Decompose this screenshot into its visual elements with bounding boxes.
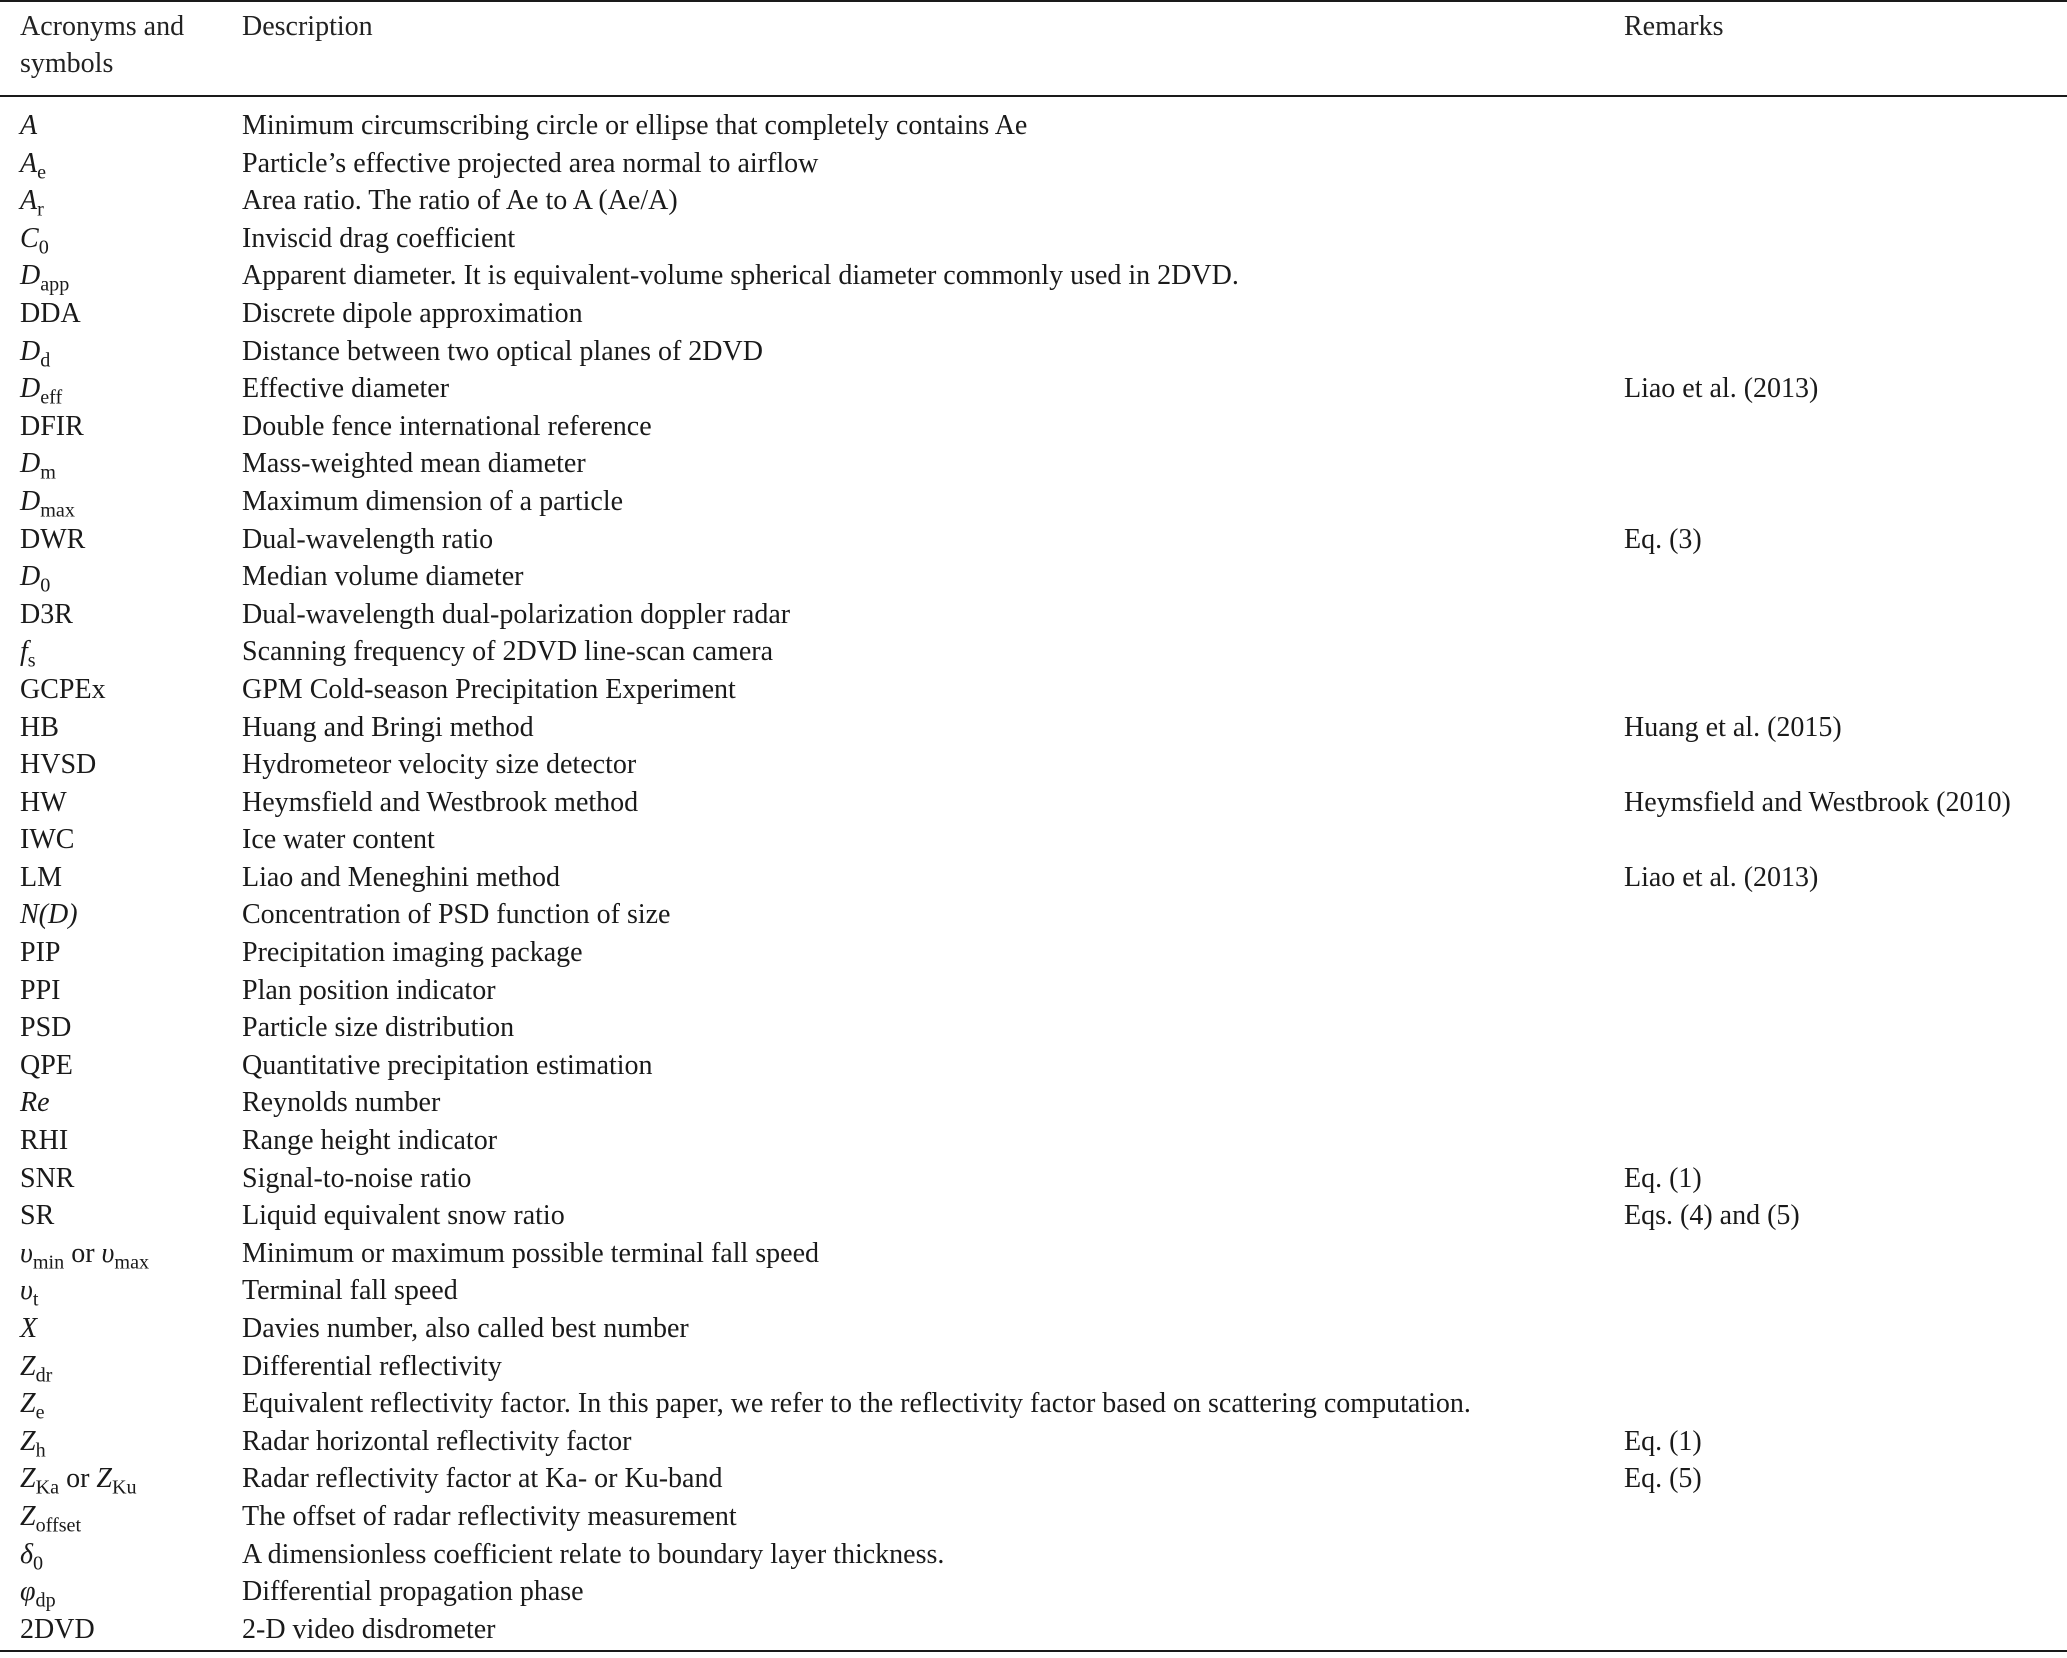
symbol-cell: $A_e$ [20,147,47,184]
description-cell: Terminal fall speed [242,1275,458,1307]
table-row [0,859,2067,897]
header-acronyms-symbols: Acronyms and symbols [20,11,185,79]
description-cell: Reynolds number [242,1087,441,1119]
symbol-cell: $Z_{Ka}$ or $Z_{Ku}$ [20,1463,137,1499]
description-cell: Range height indicator [242,1125,498,1157]
description-cell: Equivalent reflectivity factor. In this paper, we refer to the reflectivity factor based on scattering computation. [242,1388,1471,1420]
description-cell: Scanning frequency of 2DVD line-scan camera [242,636,774,668]
description-cell: Dual-wavelength ratio [242,523,494,555]
table-row [0,333,2067,371]
table-row [0,671,2067,709]
description-cell: Signal-to-noise ratio [242,1162,472,1194]
symbol-cell: D3R [20,598,73,630]
remarks-cell: Huang et al. (2015) [1624,711,1842,743]
symbol-cell: $D_d$ [20,335,51,371]
description-cell: Minimum circumscribing circle or ellipse that completely contains Ae [242,110,1028,141]
table-row [0,821,2067,859]
symbol-cell: IWC [20,824,75,856]
table-row [0,145,2067,183]
table-row [0,1084,2067,1122]
symbol-cell: 2DVD [20,1613,95,1645]
table-row [0,370,2067,408]
description-cell: Effective diameter [242,373,450,405]
description-cell: Quantitative precipitation estimation [242,1049,653,1081]
symbol-cell: SNR [20,1162,75,1194]
table-body [0,107,2067,1648]
table-row [0,1348,2067,1386]
description-cell: Radar reflectivity factor at Ka- or Ku-band [242,1463,723,1495]
description-cell: Liquid equivalent snow ratio [242,1200,565,1232]
table-bottom-rule [0,1650,2067,1652]
table-row [0,445,2067,483]
description-cell: Huang and Bringi method [242,711,534,743]
symbol-cell: GCPEx [20,673,106,705]
table-row [0,1272,2067,1310]
description-cell: The offset of radar reflectivity measurement [242,1500,737,1532]
description-cell: Differential propagation phase [242,1576,584,1608]
remarks-cell: Eq. (1) [1624,1425,1702,1457]
remarks-cell: Liao et al. (2013) [1624,373,1819,405]
description-cell: Heymsfield and Westbrook method [242,786,639,818]
table-row [0,408,2067,446]
symbol-cell: $D_m$ [20,448,56,484]
symbol-cell: $Z_{dr}$ [20,1350,53,1387]
symbol-cell: HVSD [20,749,97,781]
description-cell: Apparent diameter. It is equivalent-volume spherical diameter commonly used in 2DVD. [242,260,1239,292]
description-cell: Distance between two optical planes of 2DVD [242,335,763,367]
table-row [0,784,2067,822]
table-row [0,596,2067,634]
symbol-cell: PPI [20,974,61,1006]
table-row [0,1423,2067,1461]
symbol-cell: $D_0$ [20,561,51,597]
description-cell: Ice water content [242,824,435,856]
table-row [0,107,2067,145]
table-row [0,633,2067,671]
description-cell: Plan position indicator [242,974,496,1006]
description-cell: Double fence international reference [242,410,652,442]
description-cell: Discrete dipole approximation [242,297,583,329]
table-row [0,521,2067,559]
description-cell: GPM Cold-season Precipitation Experiment [242,673,736,705]
table-row [0,1460,2067,1498]
remarks-cell: Eq. (3) [1624,523,1702,555]
symbol-cell: N(D) [20,899,78,931]
symbol-cell: $C_0$ [20,222,49,259]
table-row [0,295,2067,333]
header-remarks: Remarks [1624,11,1724,42]
remarks-cell: Eqs. (4) and (5) [1624,1200,1800,1232]
symbol-cell: DFIR [20,410,84,442]
table-row [0,558,2067,596]
description-cell: Dual-wavelength dual-polarization doppler radar [242,598,791,630]
description-cell: Maximum dimension of a particle [242,485,624,517]
description-cell: Hydrometeor velocity size detector [242,749,637,781]
symbol-cell: $\upsilon_t$ [20,1275,39,1311]
table-row [0,1009,2067,1047]
table-row [0,934,2067,972]
symbol-cell: $Z_{offset}$ [20,1500,82,1537]
symbol-cell: $f_s$ [20,636,36,672]
description-cell: Precipitation imaging package [242,937,583,969]
symbol-cell: $Z_e$ [20,1388,45,1424]
description-cell: Mass-weighted mean diameter [242,448,586,480]
symbol-cell: LM [20,861,62,893]
table-row [0,1498,2067,1536]
symbol-cell: $Z_h$ [20,1425,46,1462]
symbol-cell: HB [20,711,59,743]
symbol-cell: HW [20,786,67,818]
table-row [0,1122,2067,1160]
description-cell: Concentration of PSD function of size [242,899,671,931]
table-row [0,220,2067,258]
table-row [0,1310,2067,1348]
table-row [0,1573,2067,1611]
description-cell: Inviscid drag coefficient [242,222,516,254]
symbol-cell: PIP [20,937,61,969]
table-row [0,182,2067,220]
table-row [0,483,2067,521]
remarks-cell: Liao et al. (2013) [1624,861,1819,893]
symbol-cell: QPE [20,1049,73,1081]
remarks-cell: Eq. (5) [1624,1463,1702,1495]
symbol-cell: $A_r$ [20,185,44,221]
description-cell: Area ratio. The ratio of Ae to A (Ae/A) [242,185,678,217]
table-row [0,1160,2067,1198]
description-cell: Particle’s effective projected area normal to airflow [242,147,819,179]
description-cell: Davies number, also called best number [242,1313,689,1344]
table-row [0,1197,2067,1235]
table-row [0,1047,2067,1085]
symbol-cell: PSD [20,1012,72,1044]
symbol-cell: $D_{max}$ [20,485,75,522]
symbol-cell: X [20,1313,38,1344]
description-cell: A dimensionless coefficient relate to boundary layer thickness. [242,1538,945,1570]
remarks-cell: Eq. (1) [1624,1162,1702,1194]
header-description: Description [242,11,373,42]
table-row [0,1385,2067,1423]
table-row [0,709,2067,747]
table-row [0,1235,2067,1273]
description-cell: Differential reflectivity [242,1350,502,1382]
symbol-cell: $\upsilon_{min}$ or $\upsilon_{max}$ [20,1237,150,1274]
header-separator-rule [0,95,2067,97]
description-cell: Radar horizontal reflectivity factor [242,1425,632,1457]
symbol-cell: RHI [20,1125,69,1157]
table-row [0,1536,2067,1574]
symbol-cell: A [20,110,38,141]
table-row [0,746,2067,784]
symbol-cell: DWR [20,523,86,555]
description-cell: Particle size distribution [242,1012,515,1044]
description-cell: 2-D video disdrometer [242,1613,496,1645]
table-row [0,1611,2067,1649]
description-cell: Minimum or maximum possible terminal fall speed [242,1237,820,1269]
table-row [0,896,2067,934]
symbol-cell: SR [20,1200,55,1232]
symbol-cell: $\delta_0$ [20,1538,44,1574]
table-row [0,257,2067,295]
description-cell: Liao and Meneghini method [242,861,561,893]
table-top-rule [0,0,2067,2]
symbol-cell: $\varphi_{dp}$ [20,1576,56,1612]
symbol-cell: $D_{app}$ [20,260,70,296]
symbol-cell: $D_{eff}$ [20,373,63,409]
table-row [0,972,2067,1010]
symbol-cell: DDA [20,297,81,329]
remarks-cell: Heymsfield and Westbrook (2010) [1624,786,2011,818]
symbol-cell: Re [20,1087,50,1119]
description-cell: Median volume diameter [242,561,524,593]
